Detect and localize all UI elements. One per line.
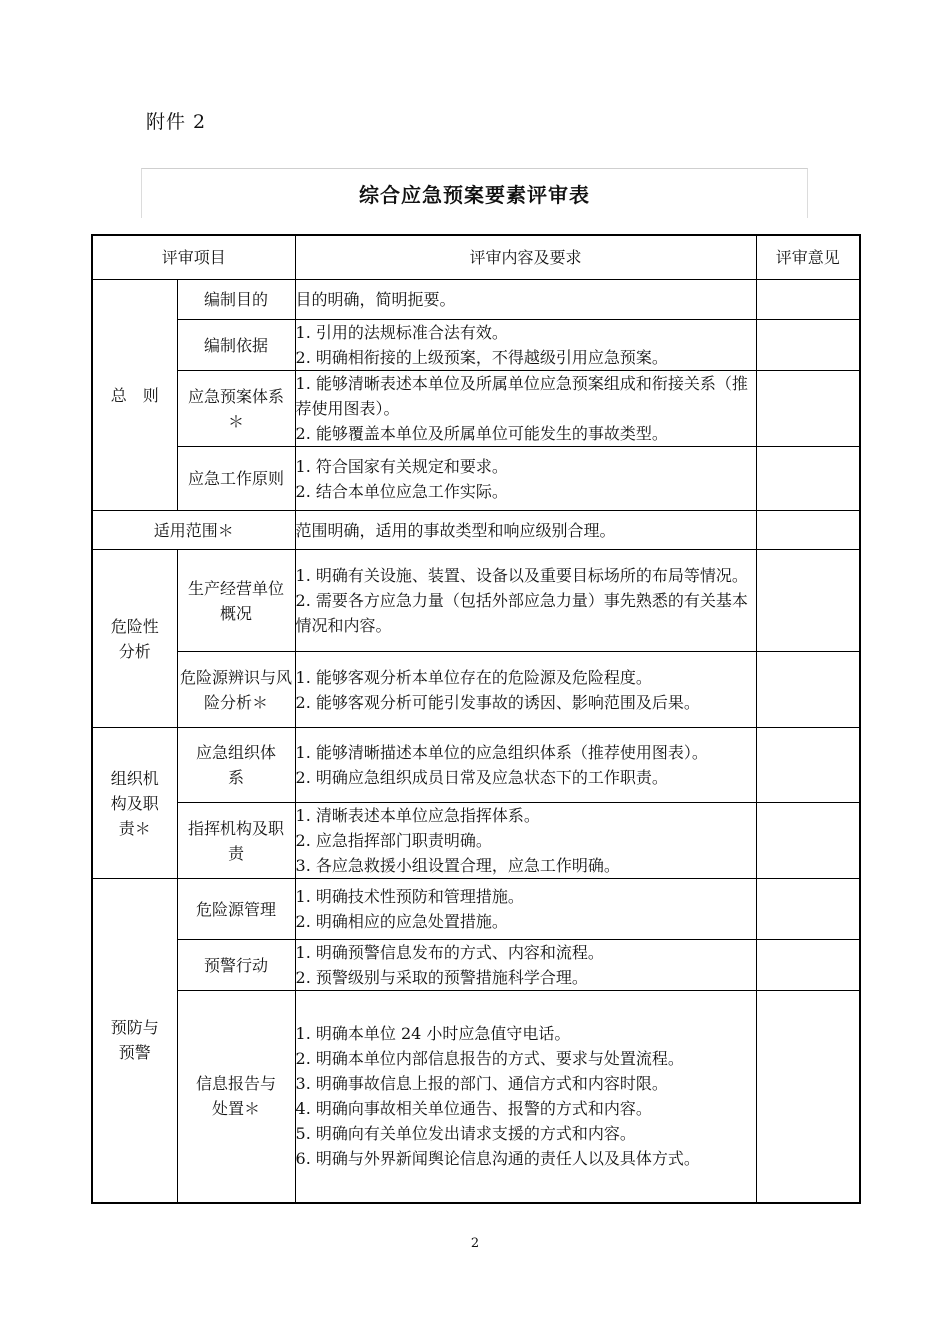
requirement-line: 1. 明确有关设施、装置、设备以及重要目标场所的布局等情况。 [295,566,748,585]
opinion-cell[interactable] [756,371,860,447]
requirement-line: 3. 明确事故信息上报的部门、通信方式和内容时限。 [295,1074,668,1094]
requirement-line: 6. 明确与外界新闻舆论信息沟通的责任人以及具体方式。 [295,1149,700,1169]
sub-item: 指挥机构及职责 [177,803,295,879]
requirement-line: 目的明确，简明扼要。 [295,290,456,309]
requirement-line: 4. 明确向事故相关单位通告、报警的方式和内容。 [295,1099,652,1119]
sub-item: 应急组织体系 [177,728,295,803]
section-label: 组织机构及职责＊ [92,728,177,879]
requirement-line: 1. 能够清晰描述本单位的应急组织体系（推荐使用图表）。 [295,743,708,762]
table-row [92,550,860,652]
requirement-line: 1. 清晰表述本单位应急指挥体系。 [295,806,540,825]
table-row [92,371,860,447]
requirement-cell [295,550,756,652]
opinion-cell[interactable] [756,991,860,1203]
requirement-cell [295,371,756,447]
requirement-cell [295,803,756,879]
requirement-line: 2. 明确应急组织成员日常及应急状态下的工作职责。 [295,768,668,787]
requirement-cell [295,879,756,940]
title-box [141,168,808,218]
requirement-line: 范围明确，适用的事故类型和响应级别合理。 [295,520,616,540]
table-row [92,447,860,511]
sub-item: 预警行动 [177,940,295,991]
sub-item: 应急预案体系＊ [177,371,295,447]
requirement-line: 1. 明确预警信息发布的方式、内容和流程。 [295,943,604,962]
requirement-cell [295,447,756,511]
section-label: 预防与预警 [92,879,177,1203]
requirement-line: 2. 结合本单位应急工作实际。 [295,481,508,501]
header-opinion: 评审意见 [756,235,860,280]
header-content: 评审内容及要求 [295,235,756,280]
table-row [92,879,860,940]
requirement-line: 2. 明确相衔接的上级预案，不得越级引用应急预案。 [295,348,668,367]
sub-item: 危险源辨识与风险分析＊ [177,652,295,728]
table-row [92,803,860,879]
requirement-line: 2. 明确本单位内部信息报告的方式、要求与处置流程。 [295,1049,684,1069]
requirement-cell [295,511,756,550]
requirement-line: 1. 引用的法规标准合法有效。 [295,323,508,342]
opinion-cell[interactable] [756,879,860,940]
opinion-cell[interactable] [756,652,860,728]
requirement-cell [295,280,756,320]
table-row [92,652,860,728]
document-title: 综合应急预案要素评审表 [359,183,590,207]
requirement-line: 2. 预警级别与采取的预警措施科学合理。 [295,968,588,987]
review-table [91,234,861,1204]
table-row [92,991,860,1203]
requirement-line: 1. 明确本单位 24 小时应急值守电话。 [295,1024,571,1044]
requirement-cell [295,940,756,991]
requirement-line: 2. 能够覆盖本单位及所属单位可能发生的事故类型。 [295,424,668,443]
annex-label: 附件 2 [146,111,207,133]
requirement-cell [295,320,756,371]
sub-item: 编制目的 [177,280,295,320]
sub-item: 危险源管理 [177,879,295,940]
sub-item: 应急工作原则 [177,447,295,511]
requirement-line: 1. 能够客观分析本单位存在的危险源及危险程度。 [295,667,652,687]
requirement-line: 2. 应急指挥部门职责明确。 [295,831,492,850]
requirement-line: 3. 各应急救援小组设置合理，应急工作明确。 [295,856,620,875]
requirement-line: 2. 能够客观分析可能引发事故的诱因、影响范围及后果。 [295,692,700,712]
table-row [92,940,860,991]
opinion-cell[interactable] [756,447,860,511]
section-label: 危险性分析 [92,550,177,728]
sub-item: 生产经营单位概况 [177,550,295,652]
requirement-line: 5. 明确向有关单位发出请求支援的方式和内容。 [295,1124,636,1144]
requirement-line: 2. 明确相应的应急处置措施。 [295,912,508,931]
table-row [92,280,860,320]
opinion-cell[interactable] [756,280,860,320]
requirement-line: 1. 明确技术性预防和管理措施。 [295,887,524,906]
opinion-cell[interactable] [756,511,860,550]
table-row [92,511,860,550]
table-row [92,728,860,803]
requirement-cell [295,652,756,728]
section-label: 总 则 [92,280,177,511]
sub-item: 信息报告与处置＊ [177,991,295,1203]
header-item: 评审项目 [92,235,295,280]
header-row [92,235,860,280]
opinion-cell[interactable] [756,940,860,991]
table-row [92,320,860,371]
opinion-cell[interactable] [756,803,860,879]
page-number: 2 [470,1236,480,1251]
requirement-cell [295,991,756,1203]
sub-item: 编制依据 [177,320,295,371]
requirement-cell [295,728,756,803]
requirement-line: 1. 能够清晰表述本单位及所属单位应急预案组成和衔接关系（推荐使用图表）。 [295,374,748,418]
opinion-cell[interactable] [756,320,860,371]
requirement-line: 1. 符合国家有关规定和要求。 [295,456,508,476]
section-label: 适用范围＊ [92,511,295,550]
opinion-cell[interactable] [756,550,860,652]
opinion-cell[interactable] [756,728,860,803]
requirement-line: 2. 需要各方应急力量（包括外部应急力量）事先熟悉的有关基本情况和内容。 [295,591,748,635]
